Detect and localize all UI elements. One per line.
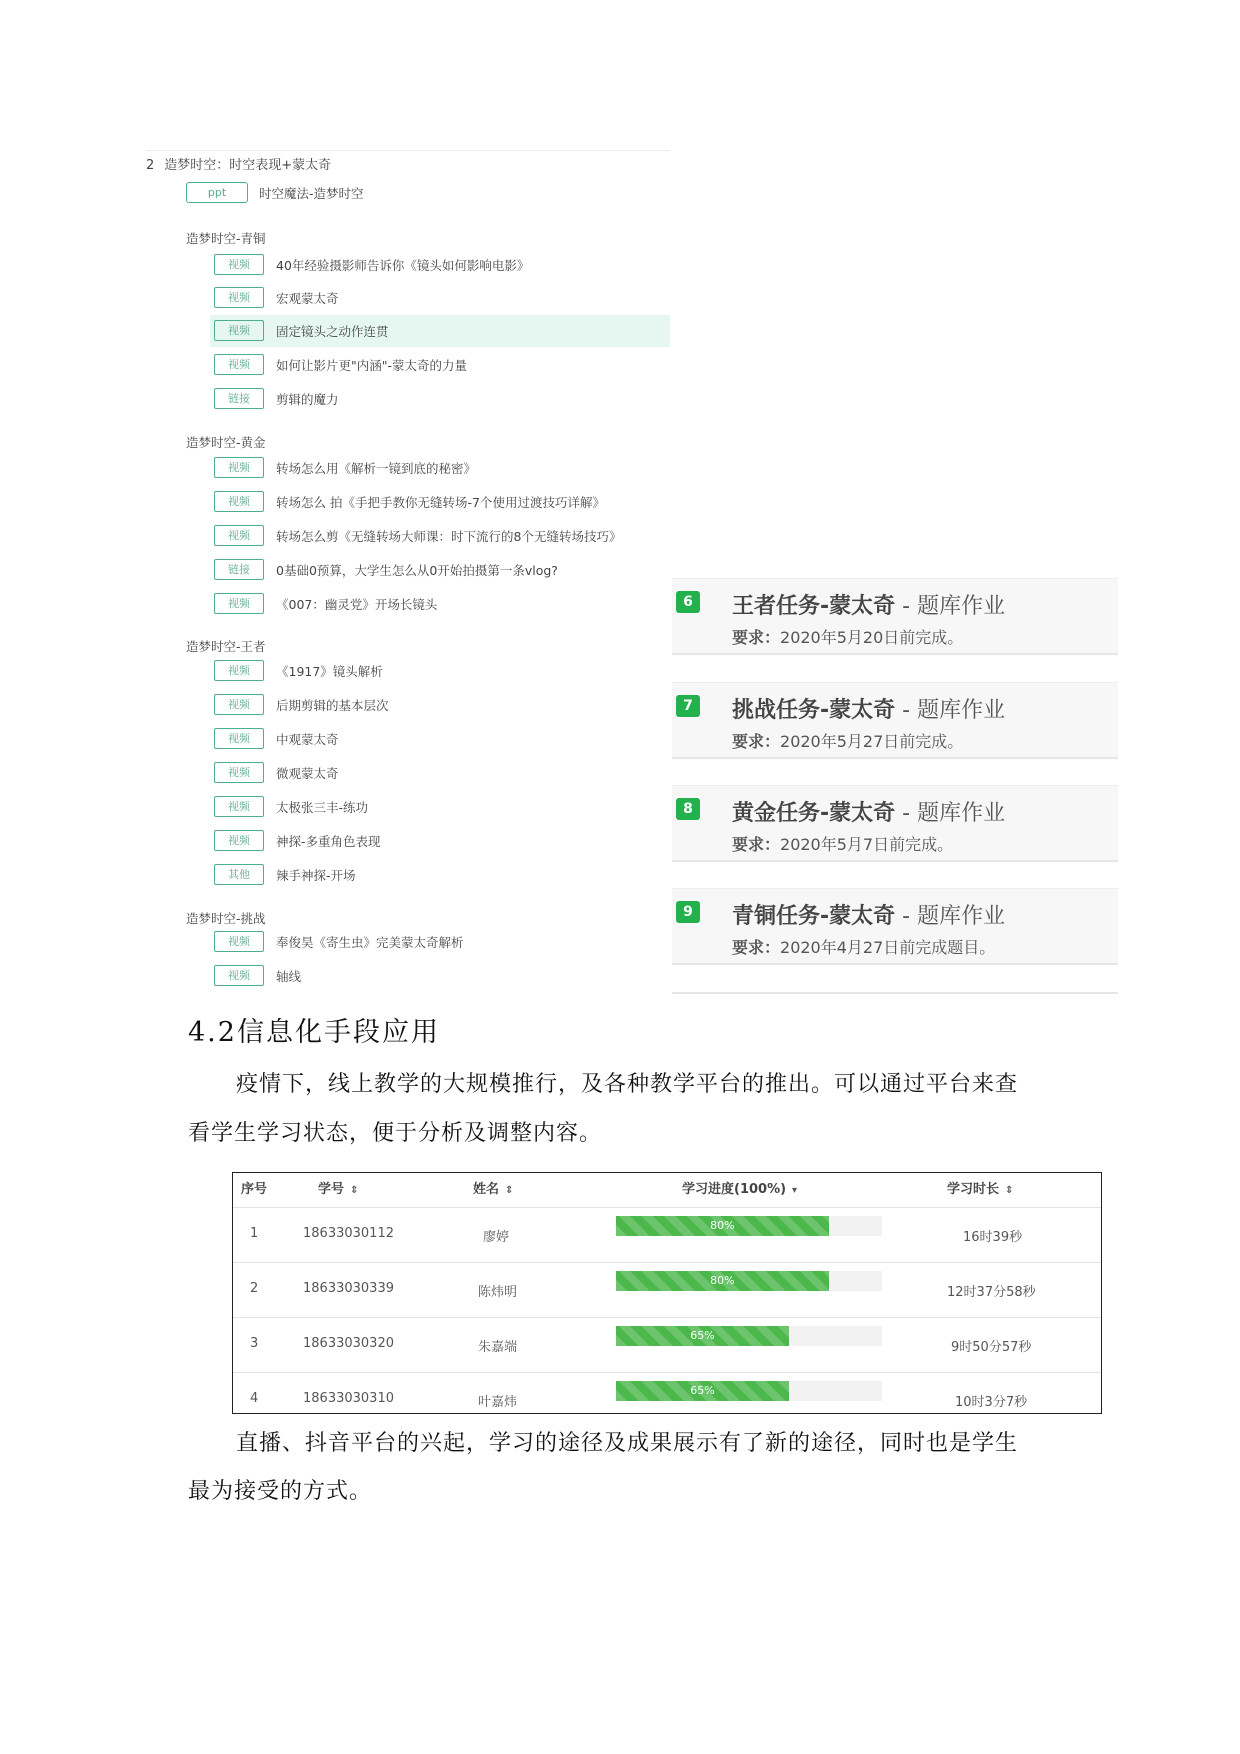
cell-seq: 4 [250,1391,259,1406]
cell-name: 陈炜明 [478,1285,518,1300]
task-requirement [732,625,963,648]
task-suffix: - 题库作业 [895,801,1006,826]
header-student-id[interactable] [318,1173,358,1207]
task-card[interactable] [672,785,1118,862]
chapter-heading [146,154,331,173]
section-title: 造梦时空-挑战 [186,911,266,926]
task-number-badge: 9 [676,901,700,923]
list-item[interactable] [186,689,658,721]
table-row[interactable] [233,1262,1101,1318]
task-suffix: - 题库作业 [895,698,1006,723]
progress-bar [616,1326,882,1346]
other-tag: 其他 [214,864,264,885]
task-title [732,693,1005,724]
list-item[interactable] [186,282,658,314]
video-tag: 视频 [214,830,264,851]
ppt-tag: ppt [186,182,248,203]
cell-seq: 1 [250,1226,259,1241]
task-card[interactable] [672,682,1118,759]
task-title [732,899,1005,930]
video-tag: 视频 [214,457,264,478]
list-item[interactable] [186,960,658,992]
list-item[interactable] [186,757,658,789]
video-tag: 视频 [214,525,264,546]
item-title: 轴线 [276,969,302,984]
item-title: 神探-多重角色表现 [276,834,381,849]
item-title: 转场怎么 拍《手把手教你无缝转场-7个使用过渡技巧详解》 [276,495,605,510]
task-card[interactable] [672,888,1118,965]
paragraph-line: 最为接受的方式。 [188,1479,373,1504]
progress-bar [616,1216,882,1236]
link-tag: 链接 [214,559,264,580]
progress-label: 65% [690,1329,715,1342]
section-title: 造梦时空-王者 [186,639,266,654]
task-title-text: 青铜任务-蒙太奇 [732,904,896,929]
list-item[interactable] [186,249,658,281]
item-title: 0基础0预算，大学生怎么从0开始拍摄第一条vlog? [276,563,558,578]
item-title: 中观蒙太奇 [276,732,339,747]
list-item[interactable] [186,452,658,484]
cell-seq: 2 [250,1281,259,1296]
task-number-badge: 7 [676,695,700,717]
section-title: 造梦时空-青铜 [186,231,266,246]
cell-student-id: 18633030320 [303,1336,394,1351]
video-tag: 视频 [214,354,264,375]
section-heading: 4.2信息化手段应用 [188,1017,440,1048]
item-title: 40年经验摄影师告诉你《镜头如何影响电影》 [276,258,530,273]
requirement-text: 2020年4月27日前完成题目。 [780,938,996,957]
video-tag: 视频 [214,491,264,512]
section-title: 造梦时空-黄金 [186,435,266,450]
item-title: 奉俊昊《寄生虫》完美蒙太奇解析 [276,935,464,950]
task-requirement [732,729,963,752]
progress-bar [616,1271,882,1291]
requirement-text: 2020年5月20日前完成。 [780,628,964,647]
item-title: 后期剪辑的基本层次 [276,698,389,713]
video-tag: 视频 [214,728,264,749]
progress-label: 80% [710,1274,735,1287]
video-tag: 视频 [214,287,264,308]
cell-name: 朱嘉端 [478,1340,518,1355]
video-tag: 视频 [214,694,264,715]
progress-label: 65% [690,1384,715,1397]
sort-desc-icon: ▾ [792,1185,798,1196]
requirement-text: 2020年5月7日前完成。 [780,835,954,854]
requirement-label: 要求： [732,938,781,957]
student-progress-table [232,1172,1102,1414]
task-suffix: - 题库作业 [895,594,1006,619]
video-tag: 视频 [214,254,264,275]
chapter-number: 2 [146,158,155,173]
task-title-text: 王者任务-蒙太奇 [732,594,896,619]
item-title: 时空魔法-造梦时空 [259,186,364,201]
cell-name: 廖婷 [483,1230,510,1245]
sort-icon: ⇕ [1005,1185,1014,1196]
cell-student-id: 18633030112 [303,1226,394,1241]
link-tag: 链接 [214,388,264,409]
ppt-item[interactable] [186,177,658,209]
task-suffix: - 题库作业 [895,904,1006,929]
item-title: 微观蒙太奇 [276,766,339,781]
list-item[interactable] [186,588,658,620]
cell-duration: 9时50分57秒 [951,1340,1032,1355]
paragraph-line: 疫情下，线上教学的大规模推行，及各种教学平台的推出。可以通过平台来查 [236,1072,1019,1097]
item-title: 固定镜头之动作连贯 [276,324,389,339]
header-seq: 序号 [241,1182,268,1197]
cell-seq: 3 [250,1336,259,1351]
video-tag: 视频 [214,931,264,952]
requirement-text: 2020年5月27日前完成。 [780,732,964,751]
video-tag: 视频 [214,796,264,817]
header-name[interactable] [473,1173,513,1207]
table-row[interactable] [233,1207,1101,1263]
cell-duration: 12时37分58秒 [947,1285,1036,1300]
header-label: 学号 [318,1182,345,1197]
table-row[interactable] [233,1317,1101,1373]
progress-fill [616,1381,789,1401]
chapter-title: 造梦时空：时空表现+蒙太奇 [164,158,332,173]
list-item[interactable] [186,791,658,823]
list-item[interactable] [186,383,658,415]
divider [672,992,1118,994]
task-requirement [732,832,953,855]
table-row[interactable] [233,1372,1101,1413]
progress-fill [616,1271,829,1291]
list-item[interactable] [186,554,658,586]
requirement-label: 要求： [732,835,781,854]
progress-fill [616,1326,789,1346]
item-title: 转场怎么剪《无缝转场大师课：时下流行的8个无缝转场技巧》 [276,529,622,544]
item-title: 宏观蒙太奇 [276,291,339,306]
item-title: 剪辑的魔力 [276,392,339,407]
task-title-text: 挑战任务-蒙太奇 [732,698,896,723]
header-duration[interactable] [947,1173,1013,1207]
video-tag: 视频 [214,965,264,986]
cell-duration: 10时3分7秒 [955,1395,1028,1410]
item-title: 转场怎么用《解析一镜到底的秘密》 [276,461,477,476]
list-item[interactable] [186,859,658,891]
item-title: 如何让影片更"内涵"-蒙太奇的力量 [276,358,468,373]
sort-icon: ⇕ [350,1185,359,1196]
header-label: 学习时长 [947,1182,1000,1197]
paragraph-line: 看学生学习状态，便于分析及调整内容。 [188,1121,603,1146]
task-requirement [732,935,995,958]
task-card[interactable] [672,578,1118,655]
course-outline [146,150,670,1000]
item-title: 《007：幽灵党》开场长镜头 [276,597,438,612]
header-label: 学习进度(100%) [682,1182,787,1197]
requirement-label: 要求： [732,732,781,751]
video-tag: 视频 [214,762,264,783]
header-label: 姓名 [473,1182,500,1197]
item-title: 辣手神探-开场 [276,868,356,883]
cell-name: 叶嘉炜 [478,1395,518,1410]
requirement-label: 要求： [732,628,781,647]
video-tag: 视频 [214,660,264,681]
task-title-text: 黄金任务-蒙太奇 [732,801,896,826]
task-number-badge: 6 [676,591,700,613]
sort-icon: ⇕ [505,1185,514,1196]
task-title [732,796,1005,827]
list-item[interactable] [186,486,658,518]
list-item[interactable] [186,825,658,857]
list-item[interactable] [186,349,658,381]
header-progress[interactable] [682,1173,797,1207]
list-item[interactable] [186,723,658,755]
task-title [732,589,1005,620]
list-item[interactable] [186,655,658,687]
progress-bar [616,1381,882,1401]
video-tag: 视频 [214,320,264,341]
paragraph-line: 直播、抖音平台的兴起，学习的途径及成果展示有了新的途径，同时也是学生 [236,1431,1019,1456]
cell-duration: 16时39秒 [963,1230,1023,1245]
video-tag: 视频 [214,593,264,614]
list-item[interactable] [186,520,658,552]
progress-fill [616,1216,829,1236]
list-item[interactable] [186,926,658,958]
progress-label: 80% [710,1219,735,1232]
divider [146,150,670,151]
item-title: 太极张三丰-练功 [276,800,369,815]
task-number-badge: 8 [676,798,700,820]
item-title: 《1917》镜头解析 [276,664,383,679]
cell-student-id: 18633030310 [303,1391,394,1406]
cell-student-id: 18633030339 [303,1281,394,1296]
list-item-highlighted[interactable] [210,315,670,347]
